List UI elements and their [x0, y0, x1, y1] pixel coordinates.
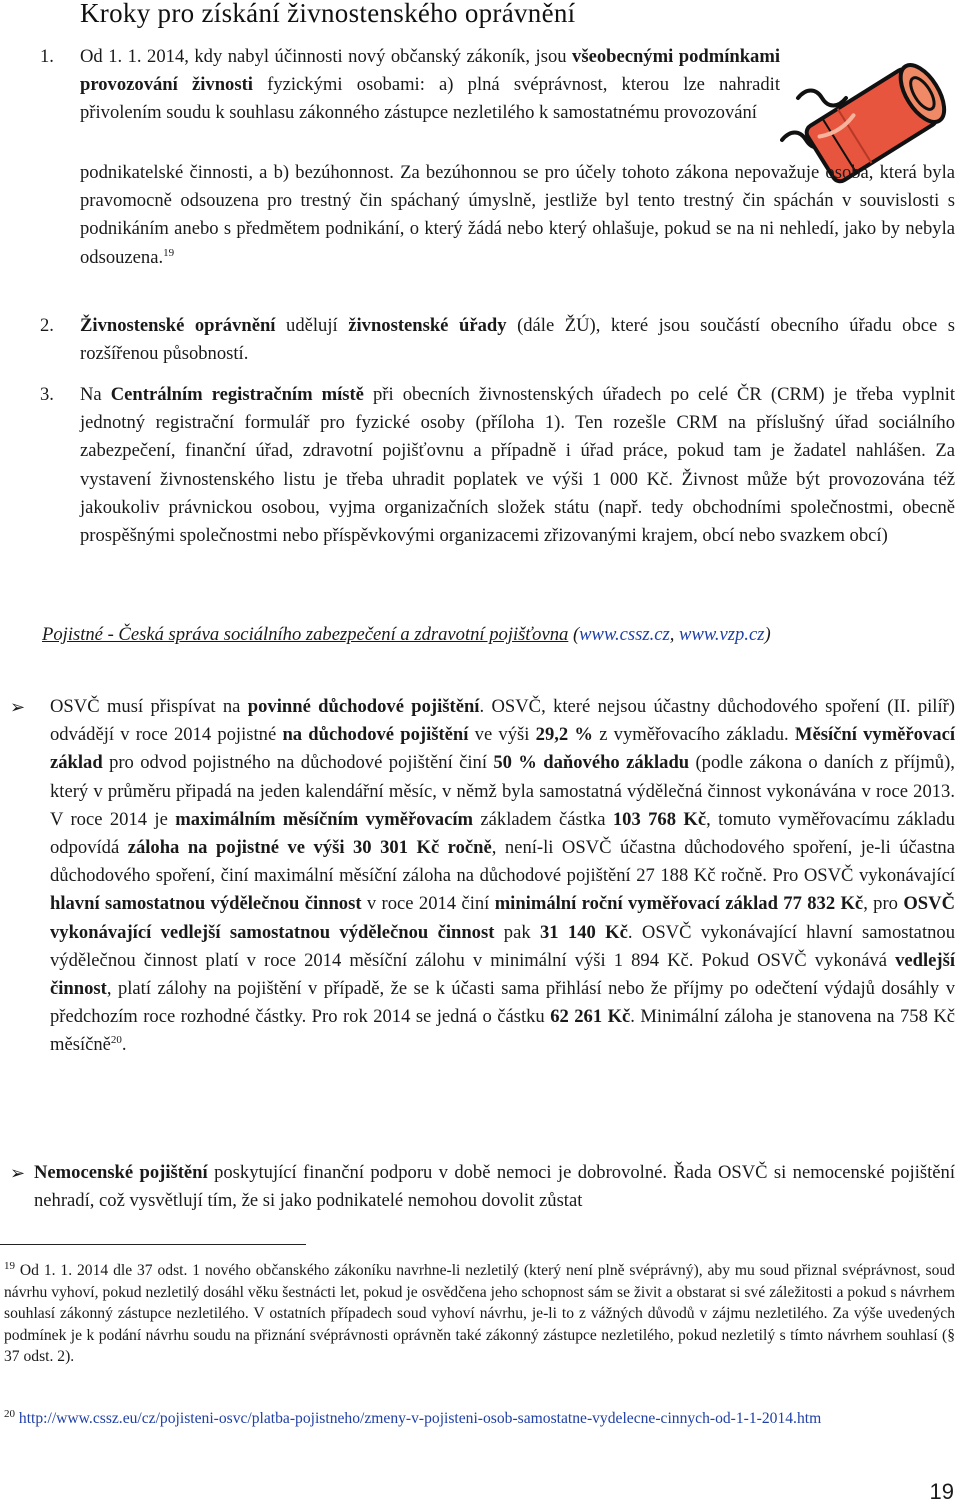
page-number: 19: [929, 1479, 954, 1504]
bullet-arrow-icon: ➢: [10, 1163, 26, 1183]
cssz-link[interactable]: www.cssz.cz: [579, 624, 670, 645]
footnote-20: $^{20}$ http://www.cssz.eu/cz/pojisteni-osvc/platba-pojistneho/zmeny-v-pojisteni-osob-samostatne-vydelecne-cinnych-od-1-1-2014.htm: [4, 1407, 822, 1427]
pension-insurance-paragraph: OSVČ musí přispívat na povinné důchodové pojištění. OSVČ, které nejsou účastny důchodového spoření (II. pilíř) odvádějí v roce 2014 pojistné na důchodové pojištění ve výši 29,2 % z vyměřovacího základu. Měsíční vyměřovací základ pro odvod pojistného na důchodové pojištění činí 50 % daňového základu (podle zákona o daních z příjmů), který v průměru připadá na jeden kalendářní měsíc, v němž byla samostatná výdělečná činnost vykonávána v roce 2013. V roce 2014 je maximálním měsíčním vyměřovacím základem částka 103 768 Kč, tomuto vyměřovacímu základu odpovídá záloha na pojistné ve výši 30 301 Kč ročně, není-li OSVČ účastna důchodového spoření, je-li účastna důchodového spoření, činí maximální měsíční záloha na důchodové pojištění 27 188 Kč ročně. Pro OSVČ vykonávající hlavní samostatnou výdělečnou činnost v roce 2014 činí minimální roční vyměřovací základ 77 832 Kč, pro OSVČ vykonávající vedlejší samostatnou výdělečnou činnost pak 31 140 Kč. OSVČ vykonávající hlavní samostatnou výdělečnou činnost platí v roce 2014 měsíční zálohu v minimální výši 1 894 Kč. Pokud OSVČ vykonává vedlejší činnost, platí zálohy na pojištění v případě, že se k účasti sama přihlásí nebo že příjmy po odečtení výdajů dosáhly v předchozím roce rozhodné částky. Pro rok 2014 se jedná o částku 62 261 Kč. Minimální záloha je stanovena na 758 Kč měsíčně$^{20}$.: [50, 696, 956, 1056]
item-2-number: 2.: [40, 315, 54, 336]
insurance-heading: Pojistné - Česká správa sociálního zabezpečení a zdravotní pojišťovna (www.cssz.cz, www.vzp.cz): [42, 624, 771, 645]
item-1-number: 1.: [40, 46, 54, 67]
sickness-insurance-paragraph: Nemocenské pojištění poskytující finanční podporu v době nemoci je dobrovolné. Řada OSVČ si nemocenské pojištění nehradí, což vysvětlují tím, že si jako podnikatelé nemohou dovolit zůstat: [34, 1162, 955, 1212]
item-2-text: Živnostenské oprávnění udělují živnostenské úřady (dále ŽÚ), které jsou součástí obecního úřadu obce s rozšířenou působností.: [80, 315, 956, 365]
bullet-arrow-icon: ➢: [10, 697, 26, 717]
footnote-19: $^{19}$ Od 1. 1. 2014 dle 37 odst. 1 nového občanského zákoníku navrhne-li nezletilý (který není plně svéprávný), aby mu soud přiznal svéprávnost, soud návrhu vyhoví, pokud nezletilý dosáhl věku šestnácti let, pokud je osvědčena jeho schopnost sám se živit a obstarat si své záležitosti a pokud s návrhem souhlasí zákonný zástupce nezletilého. V ostatních případech soud vyhoví návrhu, je-li to z vážných důvodů v zájmu nezletilého. Za výše uvedených podmínek je k podání návrhu soudu na přiznání svéprávnosti oprávněn také zákonný zástupce nezletilého, pokud nezletilý s tímto návrhem souhlasí (§ 37 odst. 2).: [4, 1259, 955, 1366]
item-3-number: 3.: [40, 384, 54, 405]
item-1-continued: podnikatelské činnosti, a b) bezúhonnost. Za bezúhonnou se pro účely tohoto zákona nepovažuje osoba, která byla pravomocně odsouzena pro trestný čin spáchaný úmyslně, jestliže byl tento trestný čin spáchán v souvislosti s podnikáním anebo s předmětem podnikání, o který žádá nebo který ohlašuje, pokud se na ni nehledí, jako by nebyla odsouzena.$^{19}$: [80, 162, 955, 268]
footnote-ref-19[interactable]: 19: [163, 246, 175, 259]
vzp-link[interactable]: www.vzp.cz: [679, 624, 765, 645]
footnote-divider: [0, 1244, 306, 1245]
page-title: Kroky pro získání živnostenského oprávnění: [80, 0, 576, 28]
footnote-ref-20[interactable]: 20: [110, 1034, 122, 1047]
item-3-text: Na Centrálním registračním místě při obecních živnostenských úřadech po celé ČR (CRM) je třeba vyplnit jednotný registrační formulář pro fyzické osoby (příloha 1). Ten rozešle CRM na příslušný úřad sociálního zabezpečení, finanční úřad, zdravotní pojišťovnu a případně i úřad práce, pokud tam je žadatel nahlášen. Za vystavení živnostenského listu je třeba uhradit poplatek ve výši 1 000 Kč. Živnost může být provozována též jakoukoliv právnickou osobou, vyjma organizačních složek státu (např. tedy obchodními společnostmi, obecně prospěšnými společnostmi nebo příspěvkovými organizacemi zřizovanými krajem, obcí nebo svazkem obcí): [80, 384, 955, 547]
footnote-20-link[interactable]: http://www.cssz.eu/cz/pojisteni-osvc/platba-pojistneho/zmeny-v-pojisteni-osob-samostatne-vydelecne-cinnych-od-1-1-2014.htm: [18, 1410, 822, 1427]
item-1-text: Od 1. 1. 2014, kdy nabyl účinnosti nový občanský zákoník, jsou všeobecnými podmínkami provozování živnosti fyzickými osobami: a) plná svéprávnost, kterou lze nahradit přivolením soudu k souhlasu zákonného zástupce nezletilého k samostatnému provozování: [80, 46, 780, 124]
